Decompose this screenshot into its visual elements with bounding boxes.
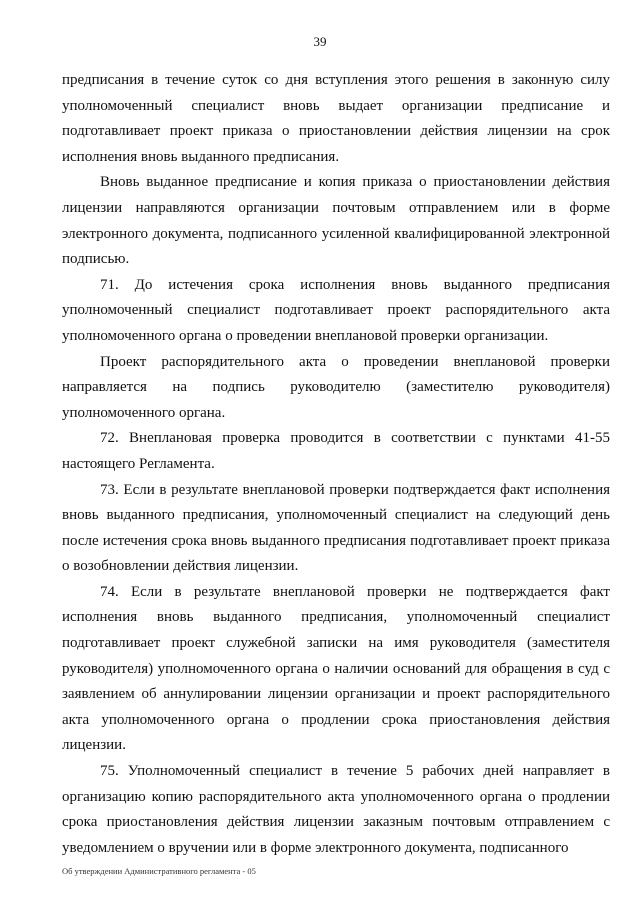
paragraph-72: 72. Внеплановая проверка проводится в соответствии с пунктами 41-55 настоящего Регламента. xyxy=(62,430,610,472)
page-footer: Об утверждении Административного регламента - 05 xyxy=(62,866,256,876)
paragraph-continuation: предписания в течение суток со дня вступления этого решения в законную силу уполномоченный специалист вновь выдает организации предписание и подготавливает проект приказа о приостановлении действия лицензии на срок исполнения вновь выданного предписания. xyxy=(62,72,610,165)
document-body xyxy=(62,68,610,861)
paragraph-71-draft-act: Проект распорядительного акта о проведении внеплановой проверки направляется на подпись руководителю (заместителю руководителя) уполномоченного органа. xyxy=(62,353,610,421)
paragraph-71: 71. До истечения срока исполнения вновь выданного предписания уполномоченный специалист подготавливает проект распорядительного акта уполномоченного органа о проведении внеплановой проверки организации. xyxy=(62,276,610,344)
paragraph-75: 75. Уполномоченный специалист в течение 5 рабочих дней направляет в организацию копию распорядительного акта уполномоченного органа о продлении срока приостановления действия лицензии заказным почтовым отправлением с уведомлением о вручении или в форме электронного документа, подписанного xyxy=(62,763,610,856)
page-number: 39 xyxy=(313,34,327,49)
paragraph-74: 74. Если в результате внеплановой проверки не подтверждается факт исполнения вновь выданного предписания, уполномоченный специалист подготавливает проект служебной записки на имя руководителя (заместителя руководителя) уполномоченного органа о наличии оснований для обращения в суд с заявлением об аннулировании лицензии организации и проект распорядительного акта уполномоченного органа о продлении срока приостановления действия лицензии. xyxy=(62,583,610,754)
paragraph-73: 73. Если в результате внеплановой проверки подтверждается факт исполнения вновь выданного предписания, уполномоченный специалист на следующий день после истечения срока вновь выданного предписания подготавливает проект приказа о возобновлении действия лицензии. xyxy=(62,481,610,575)
paragraph-new-prescription: Вновь выданное предписание и копия приказа о приостановлении действия лицензии направляются организации почтовым отправлением или в форме электронного документа, подписанного усиленной квалифицированной электронной подписью. xyxy=(62,174,610,268)
